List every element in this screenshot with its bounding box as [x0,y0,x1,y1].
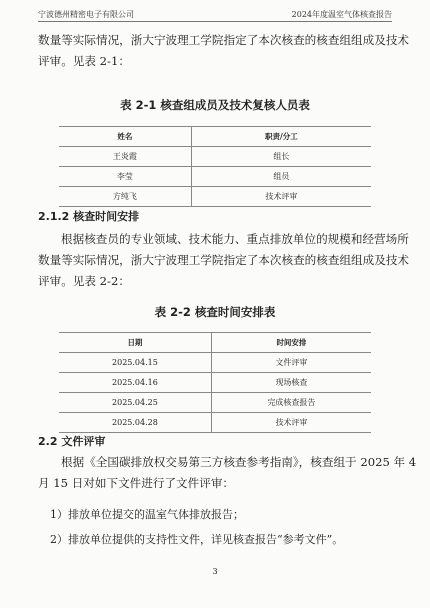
table-row [59,353,371,373]
table-cell: 2025.04.28 [59,413,211,433]
table-cell: 现场核查 [211,373,371,393]
header-report-title: 2024年度温室气体核查报告 [291,10,392,19]
table-row [59,187,371,207]
header-company: 宁波德州精密电子有限公司 [38,10,134,19]
column-header: 姓名 [59,127,191,147]
table-cell: 文件评审 [211,353,371,373]
text-line: 月 15 日对如下文件进行了文件评审： [38,476,235,490]
table-row [59,147,371,167]
table-row [59,413,371,433]
schedule-table [59,332,371,433]
table-row [59,393,371,413]
text-line: 数量等实际情况，浙大宁波理工学院指定了本次核查的核查组组成及技术 [38,33,410,47]
text-line: 根据《全国碳排放权交易第三方核查参考指南》，核查组于 2025 年 4 [61,455,417,469]
table-cell: 技术评审 [211,413,371,433]
section-heading: 2.2 文件评审 [38,435,106,448]
text-line: 根据核查员的专业领域、技术能力、重点排放单位的规模和经营场所 [61,232,409,246]
table-row [59,167,371,187]
text-line: 评审。见表 2-1： [38,54,130,68]
table-header-row [59,127,371,147]
table-cell: 方纯飞 [59,187,191,207]
table-caption: 表 2-2 核查时间安排表 [154,305,276,319]
review-paragraph [38,452,417,494]
table-cell: 王炎霞 [59,147,191,167]
table-cell: 2025.04.16 [59,373,211,393]
column-header: 日期 [59,333,211,353]
review-team-table [59,126,371,207]
text-line: 评审。见表 2-2： [38,274,130,288]
list-item: 2）排放单位提供的支持性文件，详见核查报告“参考文件”。 [50,533,344,546]
table-header-row [59,333,371,353]
page-header [38,6,392,22]
column-header: 职责/分工 [191,127,371,147]
page-number: 3 [212,567,218,576]
table-row [59,373,371,393]
table-caption: 表 2-1 核查组成员及技术复核人员表 [120,98,310,112]
section-heading: 2.1.2 核查时间安排 [38,210,140,223]
intro-paragraph [38,30,410,72]
table-cell: 2025.04.15 [59,353,211,373]
column-header: 时间安排 [211,333,371,353]
table-cell: 技术评审 [191,187,371,207]
list-item: 1）排放单位提交的温室气体排放报告； [50,508,244,521]
schedule-paragraph [38,229,410,292]
table-cell: 完成核查报告 [211,393,371,413]
table-cell: 组长 [191,147,371,167]
table-cell: 李莹 [59,167,191,187]
text-line: 数量等实际情况，浙大宁波理工学院指定了本次核查的核查组组成及技术 [38,253,410,267]
table-cell: 2025.04.25 [59,393,211,413]
table-cell: 组员 [191,167,371,187]
